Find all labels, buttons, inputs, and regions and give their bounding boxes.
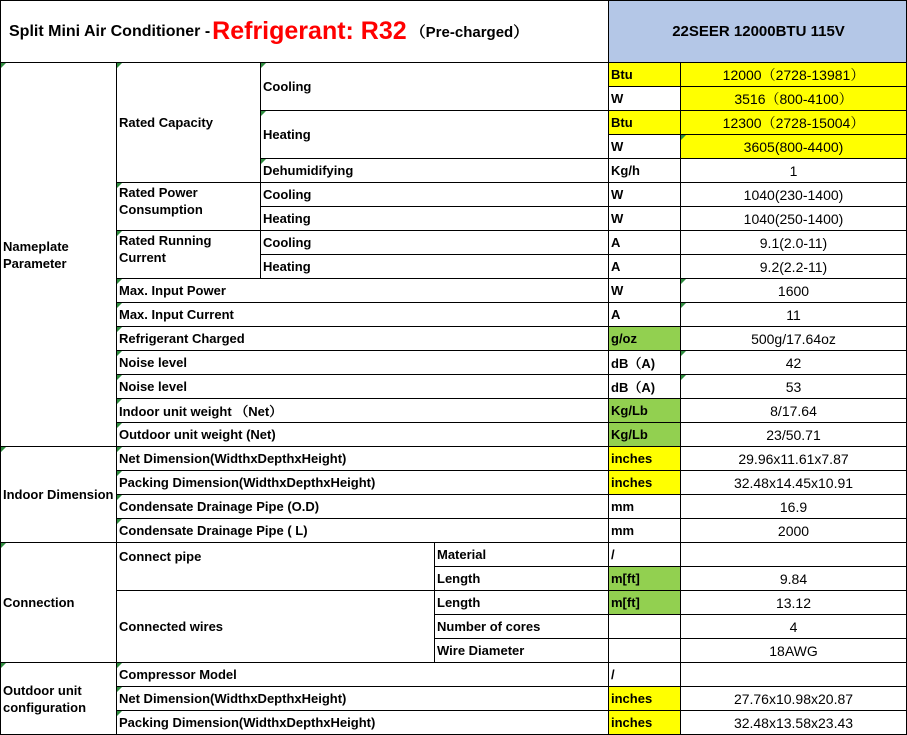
value-wire-diameter: 18AWG	[680, 638, 907, 663]
value-outdoor-weight: 23/50.71	[680, 422, 907, 447]
value-current-heat: 9.2(2.2-11)	[680, 254, 907, 279]
label-outdoor-pack-dim: Packing Dimension(WidthxDepthxHeight)	[116, 710, 609, 735]
label-drain-l: Condensate Drainage Pipe ( L)	[116, 518, 609, 543]
value-wire-cores: 4	[680, 614, 907, 639]
value-drain-od: 16.9	[680, 494, 907, 519]
label-compressor-model: Compressor Model	[116, 662, 609, 687]
unit-pipe-material: /	[608, 542, 681, 567]
value-heat-w: 3605(800-4400)	[680, 134, 907, 159]
value-max-current: 11	[680, 302, 907, 327]
label-rated-power: Rated Power Consumption	[116, 182, 261, 231]
value-refrigerant: 500g/17.64oz	[680, 326, 907, 351]
label-current-cooling: Cooling	[260, 230, 609, 255]
label-current-heating: Heating	[260, 254, 609, 279]
section-indoor: Indoor Dimension	[0, 446, 117, 543]
label-power-cooling: Cooling	[260, 182, 609, 207]
sheet-title	[0, 0, 609, 63]
label-wire-cores: Number of cores	[434, 614, 609, 639]
model-header: 22SEER 12000BTU 115V	[608, 0, 907, 63]
unit-drain-od: mm	[608, 494, 681, 519]
value-power-cool: 1040(230-1400)	[680, 182, 907, 207]
section-outdoor: Outdoor unit configuration	[0, 662, 117, 735]
label-rated-current: Rated Running Current	[116, 230, 261, 279]
value-drain-l: 2000	[680, 518, 907, 543]
section-connection: Connection	[0, 542, 117, 663]
label-refrigerant: Refrigerant Charged	[116, 326, 609, 351]
unit-outdoor-net-dim: inches	[608, 686, 681, 711]
value-indoor-weight: 8/17.64	[680, 398, 907, 423]
unit-heat-w: W	[608, 134, 681, 159]
unit-outdoor-pack-dim: inches	[608, 710, 681, 735]
value-power-heat: 1040(250-1400)	[680, 206, 907, 231]
unit-cool-w: W	[608, 86, 681, 111]
title-suffix: （Pre-charged）	[410, 24, 529, 41]
value-pipe-length: 9.84	[680, 566, 907, 591]
label-outdoor-weight: Outdoor unit weight (Net)	[116, 422, 609, 447]
unit-wire-diameter	[608, 638, 681, 663]
label-max-power: Max. Input Power	[116, 278, 609, 303]
label-connected-wires: Connected wires	[116, 590, 435, 663]
unit-max-power: W	[608, 278, 681, 303]
unit-noise-indoor: dB（A)	[608, 350, 681, 375]
section-nameplate: Nameplate Parameter	[0, 62, 117, 447]
unit-pipe-length: m[ft]	[608, 566, 681, 591]
unit-dehum: Kg/h	[608, 158, 681, 183]
label-pipe-length: Length	[434, 566, 609, 591]
label-outdoor-net-dim: Net Dimension(WidthxDepthxHeight)	[116, 686, 609, 711]
label-heating: Heating	[260, 110, 609, 159]
unit-current-heat: A	[608, 254, 681, 279]
label-cooling: Cooling	[260, 62, 609, 111]
label-wire-diameter: Wire Diameter	[434, 638, 609, 663]
unit-current-cool: A	[608, 230, 681, 255]
label-noise-outdoor: Noise level	[116, 374, 609, 399]
unit-compressor-model: /	[608, 662, 681, 687]
unit-power-heat: W	[608, 206, 681, 231]
title-refrigerant: Refrigerant: R32	[212, 17, 407, 45]
value-indoor-net-dim: 29.96x11.61x7.87	[680, 446, 907, 471]
unit-noise-outdoor: dB（A)	[608, 374, 681, 399]
value-outdoor-net-dim: 27.76x10.98x20.87	[680, 686, 907, 711]
unit-outdoor-weight: Kg/Lb	[608, 422, 681, 447]
value-pipe-material	[680, 542, 907, 567]
value-dehum: 1	[680, 158, 907, 183]
label-noise-indoor: Noise level	[116, 350, 609, 375]
title-prefix: Split Mini Air Conditioner -	[9, 22, 211, 40]
value-heat-btu: 12300（2728-15004）	[680, 110, 907, 135]
unit-wire-cores	[608, 614, 681, 639]
unit-power-cool: W	[608, 182, 681, 207]
unit-cool-btu: Btu	[608, 62, 681, 87]
value-cool-w: 3516（800-4100）	[680, 86, 907, 111]
value-cool-btu: 12000（2728-13981）	[680, 62, 907, 87]
label-indoor-net-dim: Net Dimension(WidthxDepthxHeight)	[116, 446, 609, 471]
unit-wire-length: m[ft]	[608, 590, 681, 615]
label-dehumidifying: Dehumidifying	[260, 158, 609, 183]
value-outdoor-pack-dim: 32.48x13.58x23.43	[680, 710, 907, 735]
unit-drain-l: mm	[608, 518, 681, 543]
value-noise-outdoor: 53	[680, 374, 907, 399]
value-wire-length: 13.12	[680, 590, 907, 615]
value-noise-indoor: 42	[680, 350, 907, 375]
unit-indoor-net-dim: inches	[608, 446, 681, 471]
value-compressor-model	[680, 662, 907, 687]
value-max-power: 1600	[680, 278, 907, 303]
label-rated-capacity: Rated Capacity	[116, 62, 261, 183]
label-max-current: Max. Input Current	[116, 302, 609, 327]
value-indoor-pack-dim: 32.48x14.45x10.91	[680, 470, 907, 495]
value-current-cool: 9.1(2.0-11)	[680, 230, 907, 255]
unit-refrigerant: g/oz	[608, 326, 681, 351]
unit-max-current: A	[608, 302, 681, 327]
unit-indoor-pack-dim: inches	[608, 470, 681, 495]
label-drain-od: Condensate Drainage Pipe (O.D)	[116, 494, 609, 519]
unit-indoor-weight: Kg/Lb	[608, 398, 681, 423]
label-indoor-weight: Indoor unit weight （Net）	[116, 398, 609, 423]
unit-heat-btu: Btu	[608, 110, 681, 135]
label-indoor-pack-dim: Packing Dimension(WidthxDepthxHeight)	[116, 470, 609, 495]
label-connect-pipe: Connect pipe	[116, 542, 435, 591]
label-wire-length: Length	[434, 590, 609, 615]
label-pipe-material: Material	[434, 542, 609, 567]
label-power-heating: Heating	[260, 206, 609, 231]
